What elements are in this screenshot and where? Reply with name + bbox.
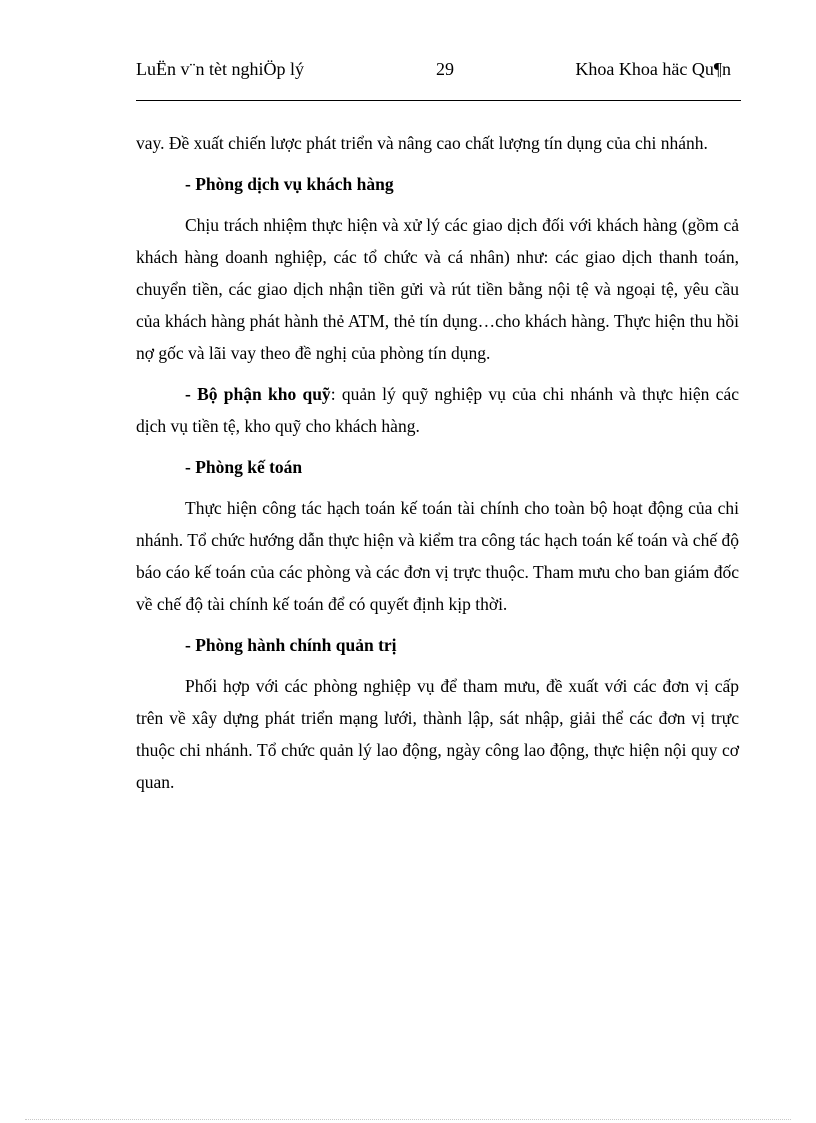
paragraph-treasury [136,378,739,442]
header-left-text: LuËn v¨n tèt nghiÖp lý [136,59,304,79]
section-heading-administration: - Phòng hành chính quản trị [185,635,397,655]
page-number: 29 [436,59,454,79]
header-divider [136,100,741,101]
document-body [136,127,739,807]
section-heading-treasury: - Bộ phận kho quỹ [185,384,331,404]
page-bottom-border [25,1119,791,1120]
paragraph-continuation: vay. Đề xuất chiến lược phát triển và nâng cao chất lượng tín dụng của chi nhánh. [136,133,708,153]
paragraph-administration: Phối hợp với các phòng nghiệp vụ để tham mưu, đề xuất với các đơn vị cấp trên về xây dựng phát triển mạng lưới, thành lập, sát nhập, giải thể các đơn vị trực thuộc chi nhánh. Tổ chức quản lý lao động, ngày công lao động, thực hiện nội quy cơ quan. [136,676,739,792]
paragraph-treasury-text: : quản lý quỹ nghiệp vụ của chi nhánh và thực hiện các dịch vụ tiền tệ, kho quỹ cho khách hàng. [136,384,739,436]
section-heading-customer-service: - Phòng dịch vụ khách hàng [185,174,394,194]
paragraph-customer-service: Chịu trách nhiệm thực hiện và xử lý các giao dịch đối với khách hàng (gồm cả khách hàng doanh nghiệp, các tổ chức và cá nhân) như: các giao dịch thanh toán, chuyển tiền, các giao dịch nhận tiền gửi và rút tiền bằng nội tệ và ngoại tệ, yêu cầu của khách hàng phát hành thẻ ATM, thẻ tín dụng…cho khách hàng. Thực hiện thu hồi nợ gốc và lãi vay theo đề nghị của phòng tín dụng. [136,215,739,363]
header-right-text: Khoa Khoa häc Qu¶n [575,59,731,79]
section-heading-accounting: - Phòng kế toán [185,457,303,477]
page-header [136,58,741,102]
paragraph-accounting: Thực hiện công tác hạch toán kế toán tài chính cho toàn bộ hoạt động của chi nhánh. Tổ chức hướng dẫn thực hiện và kiểm tra công tác hạch toán kế toán và chế độ báo cáo kế toán của các phòng và các đơn vị trực thuộc. Tham mưu cho ban giám đốc về chế độ tài chính kế toán để có quyết định kịp thời. [136,498,739,614]
